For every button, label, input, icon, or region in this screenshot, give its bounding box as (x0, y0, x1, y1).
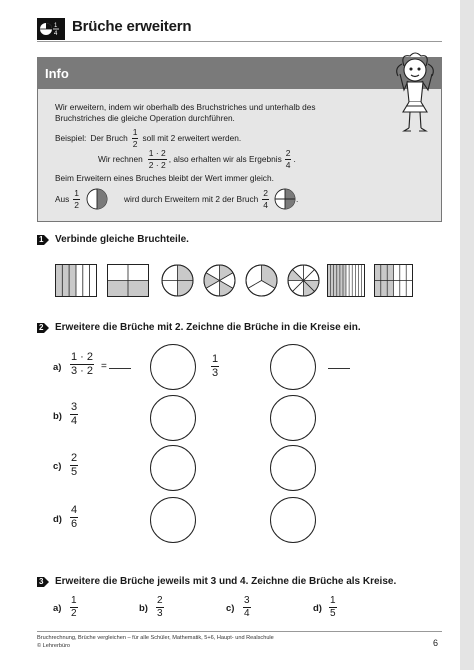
info-text-line2: Bruchstriches die gleiche Operation durchführen. (55, 113, 235, 123)
footer-line1: Bruchrechnung, Brüche vergleichen – für alle Schüler, Mathematik, 5+6, Haupt- und Realschule (37, 635, 274, 641)
eighths-circle-shape (287, 264, 320, 297)
fraction-strips-shape (327, 264, 365, 297)
equals-sign: = (101, 361, 107, 372)
fraction-denominator: 5 (330, 608, 336, 619)
item-fraction (68, 505, 80, 530)
item-fraction (327, 596, 339, 619)
item-fraction (68, 402, 80, 427)
fraction-numerator: 2 (71, 452, 78, 464)
svg-text:4: 4 (54, 31, 58, 37)
quarter-circle-shape (161, 264, 194, 297)
aus-fraction (73, 189, 80, 209)
fraction-numerator: 1 (212, 353, 219, 365)
fraction-grid-shape (107, 264, 149, 297)
item-fraction (241, 596, 253, 619)
info-text-line1: Wir erweitern, indem wir oberhalb des Bruchstriches und unterhalb des (55, 102, 316, 112)
drawing-circle[interactable] (150, 445, 196, 491)
item-fraction (68, 596, 80, 619)
fraction-numerator: 1 (330, 595, 336, 606)
fraction-numerator: 1 (71, 595, 77, 606)
calc-fraction (148, 149, 167, 169)
example-pre: Der Bruch (90, 132, 128, 143)
footer-line2: © Lehrerbüro (37, 643, 71, 649)
page-title: Brüche erweitern (72, 18, 192, 35)
quarter-circle-icon (274, 188, 299, 210)
info-example-line (55, 128, 241, 148)
fraction-numerator: 3 (71, 401, 78, 413)
aus-result-fraction (262, 189, 269, 209)
fraction-denominator: 2 (74, 199, 80, 210)
info-header-bar (37, 57, 442, 89)
calc-end: . (293, 153, 296, 164)
item-label: a) (53, 362, 62, 373)
drawing-circle[interactable] (270, 395, 316, 441)
fraction-denominator: 5 (71, 466, 78, 478)
page-edge (460, 0, 474, 670)
item-fraction (154, 596, 166, 619)
fraction-numerator: 2 (285, 148, 291, 158)
item-label: c) (226, 603, 235, 614)
task3-number: 3 (39, 577, 44, 586)
example-fraction (132, 128, 139, 148)
task1-number: 1 (39, 235, 44, 244)
calc-mid: , also erhalten wir als Ergebnis (168, 153, 282, 164)
item-fraction (68, 453, 80, 478)
page-number: 6 (433, 638, 439, 648)
fraction-denominator: 2 (71, 608, 77, 619)
fraction-bar-shape (55, 264, 97, 297)
fraction-numerator: 1 · 2 (148, 148, 166, 158)
item-label: a) (53, 603, 62, 614)
drawing-circle[interactable] (150, 395, 196, 441)
item-label: b) (139, 603, 148, 614)
sixths-circle-shape (203, 264, 236, 297)
fraction-denominator: 4 (285, 159, 291, 170)
info-aus-line (55, 188, 298, 210)
item-label: b) (53, 411, 62, 422)
fraction-numerator: 1 (74, 188, 80, 198)
fraction-numerator: 1 · 2 (71, 351, 94, 363)
fraction-numerator: 3 (244, 595, 250, 606)
calc-pre: Wir rechnen (98, 153, 143, 164)
drawing-circle[interactable] (270, 344, 316, 390)
item-label: c) (53, 461, 62, 472)
info-heading: Info (45, 66, 69, 81)
calc-result-fraction (285, 149, 292, 169)
fraction-denominator: 3 (157, 608, 163, 619)
fraction-numerator: 1 (132, 127, 138, 137)
girl-mascot-icon (388, 48, 440, 134)
aus-label: Aus (55, 193, 70, 204)
fraction-table-shape (374, 264, 413, 297)
example-post: soll mit 2 erweitert werden. (142, 132, 242, 143)
fraction-denominator: 3 · 2 (71, 365, 94, 377)
answer-line[interactable] (109, 368, 131, 369)
fraction-denominator: 2 · 2 (148, 159, 166, 170)
drawing-circle[interactable] (150, 497, 196, 543)
fraction-denominator: 6 (71, 518, 78, 530)
drawing-circle[interactable] (150, 344, 196, 390)
thirds-circle-shape (245, 264, 278, 297)
fraction-denominator: 4 (263, 199, 268, 210)
info-rule: Beim Erweitern eines Bruches bleibt der Wert immer gleich. (55, 173, 274, 183)
fraction-numerator: 2 (263, 188, 268, 198)
half-circle-icon (86, 188, 108, 210)
right-fraction (209, 354, 221, 379)
task3-text: Erweitere die Brüche jeweils mit 3 und 4. Zeichne die Brüche als Kreise. (55, 576, 397, 587)
fraction-denominator: 2 (132, 138, 138, 149)
aus-end: . (295, 193, 299, 204)
item-label: d) (313, 603, 322, 614)
fraction-denominator: 4 (244, 608, 250, 619)
fraction-numerator: 2 (157, 595, 163, 606)
task2-number: 2 (39, 323, 44, 332)
fraction-denominator: 4 (71, 415, 78, 427)
info-calc-line (98, 149, 296, 169)
fraction-denominator: 3 (212, 367, 219, 379)
title-divider (37, 41, 442, 42)
answer-line[interactable] (328, 368, 350, 369)
example-fraction (68, 352, 96, 377)
example-label: Beispiel: (55, 132, 87, 143)
drawing-circle[interactable] (270, 445, 316, 491)
fraction-pie-logo-icon (37, 18, 65, 40)
aus-mid: wird durch Erweitern mit 2 der Bruch (124, 193, 259, 204)
task1-text: Verbinde gleiche Bruchteile. (55, 234, 189, 245)
task2-text: Erweitere die Brüche mit 2. Zeichne die Brüche in die Kreise ein. (55, 322, 361, 333)
fraction-numerator: 4 (71, 504, 78, 516)
item-label: d) (53, 514, 62, 525)
footer-divider (37, 631, 442, 632)
svg-text:1: 1 (54, 23, 58, 29)
drawing-circle[interactable] (270, 497, 316, 543)
